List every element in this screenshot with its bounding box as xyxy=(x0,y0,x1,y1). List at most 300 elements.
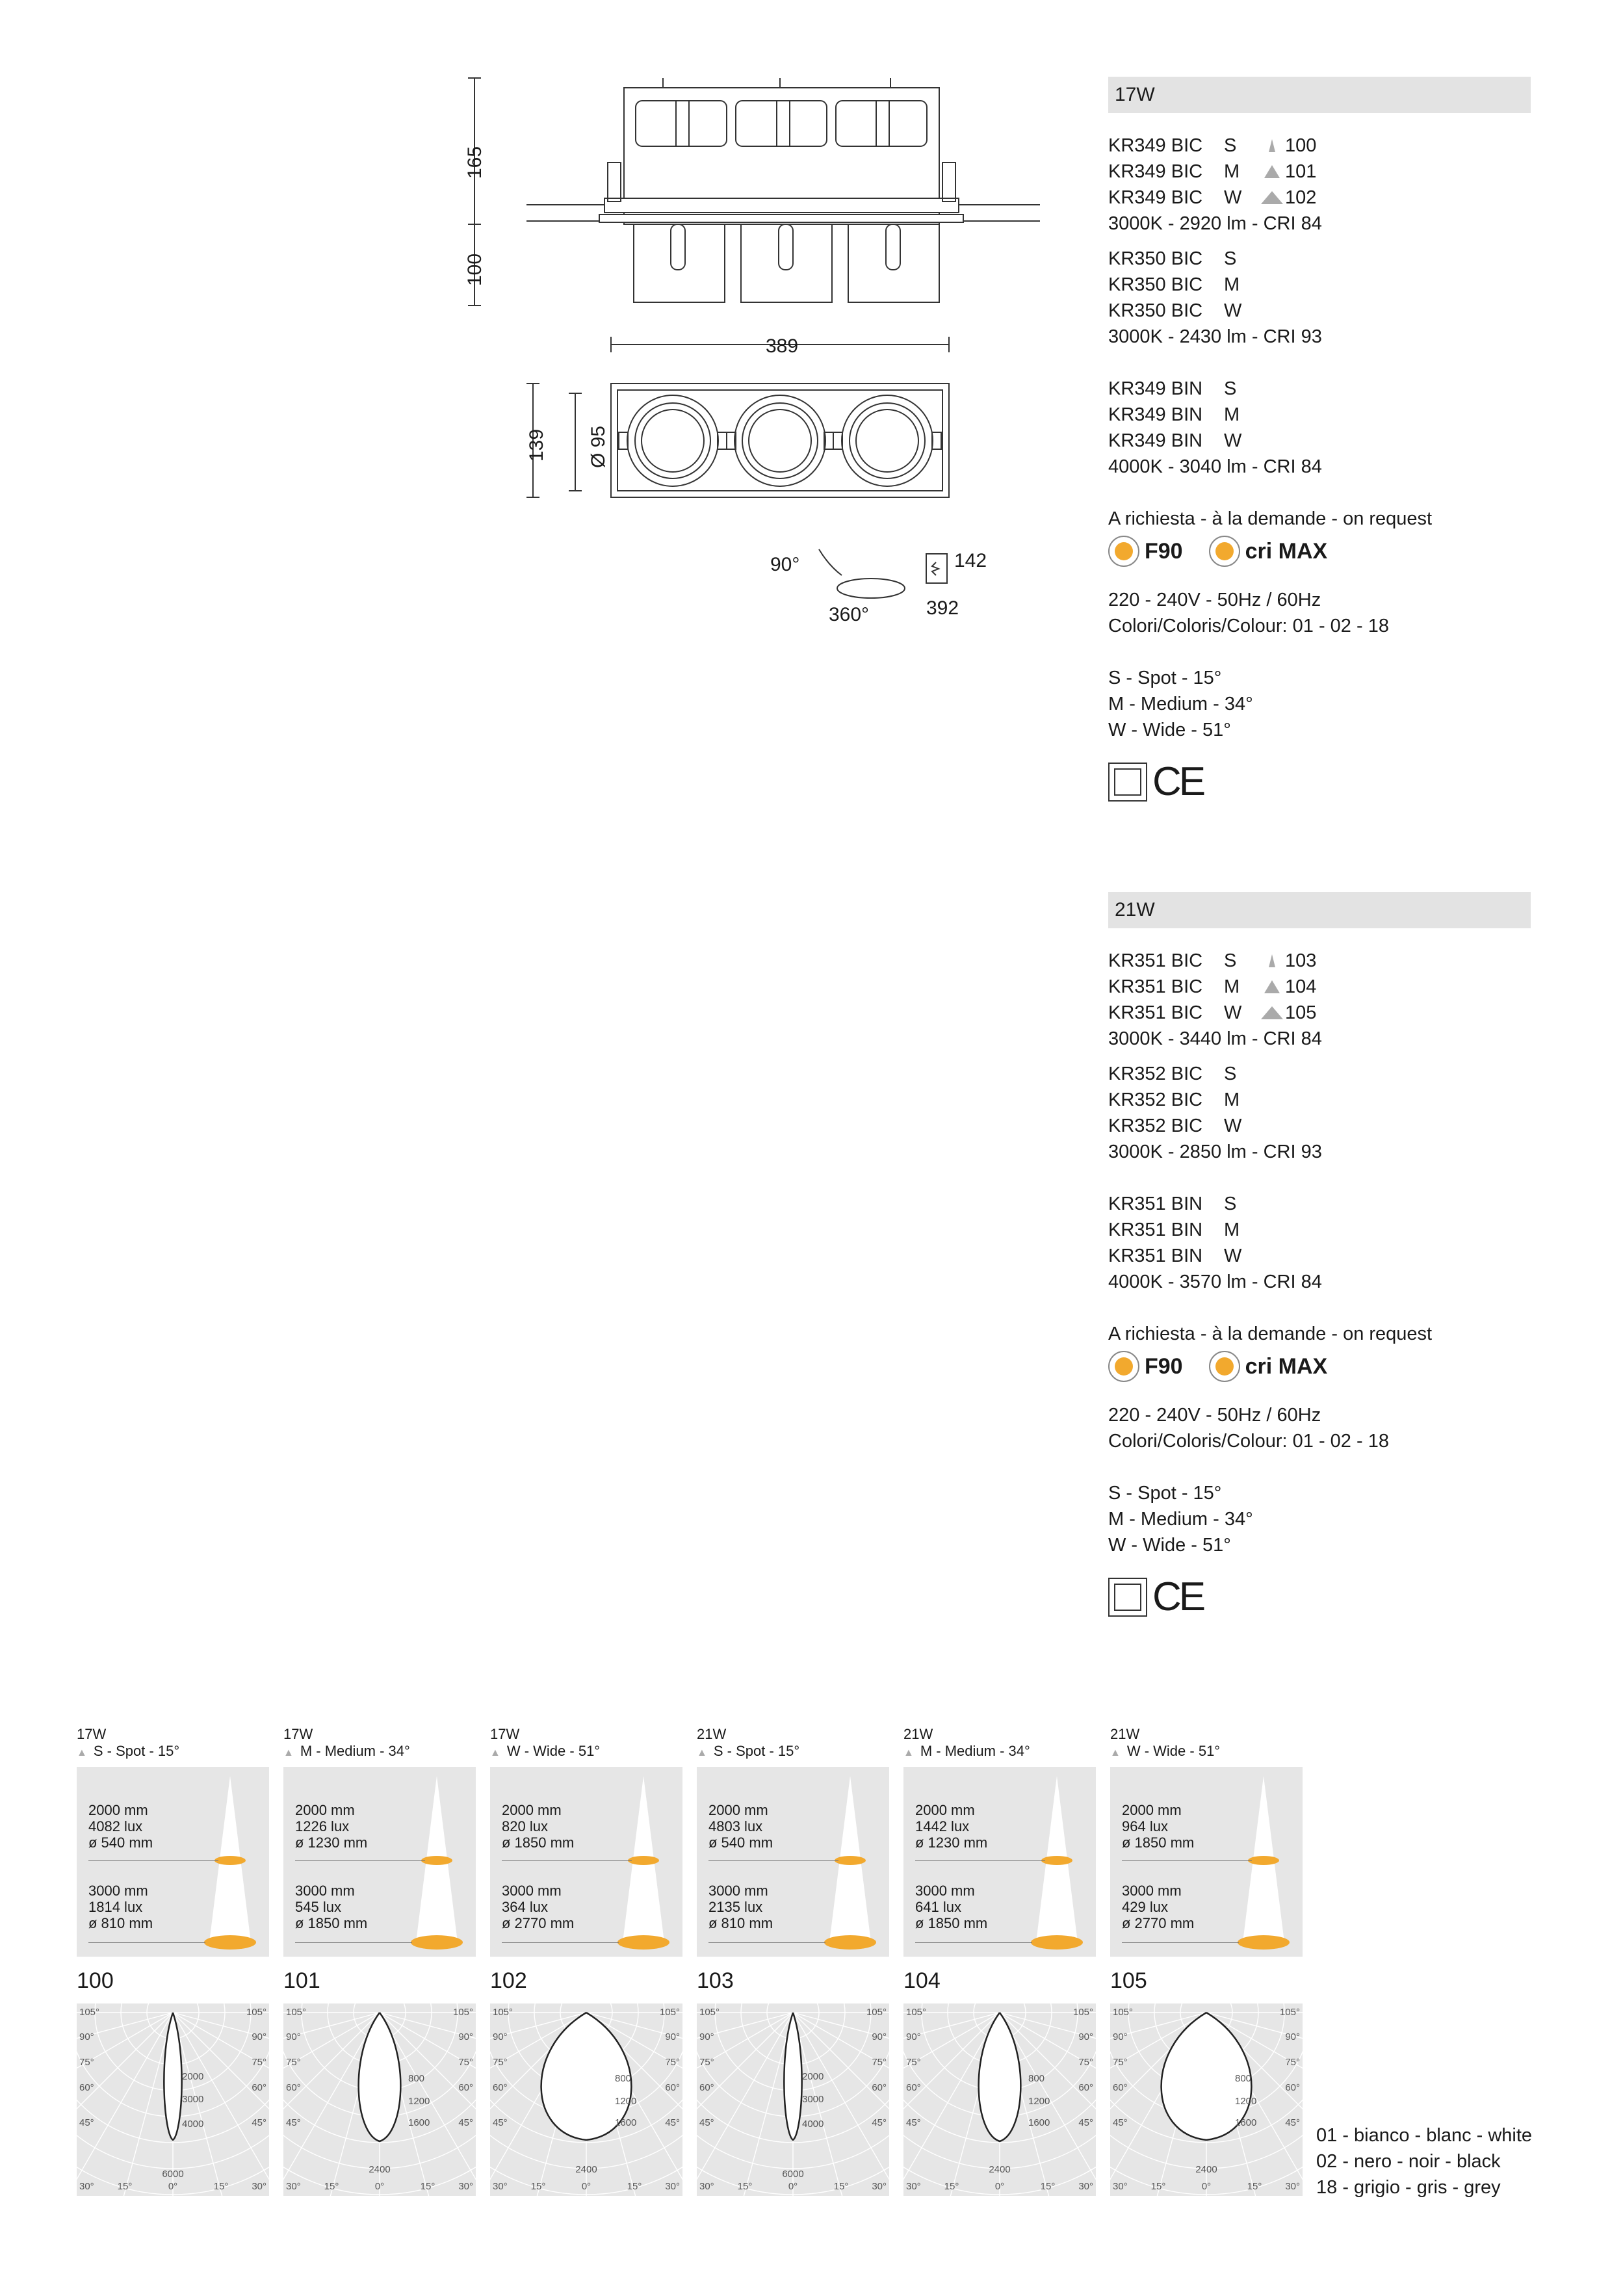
beam-value: 1814 lux xyxy=(88,1899,143,1915)
polar-angle-label: 15° xyxy=(324,2181,339,2192)
f90-badge: F90 xyxy=(1108,536,1183,567)
beam-value: 3000 mm xyxy=(915,1883,975,1899)
polar-angle-label: 15° xyxy=(737,2181,753,2192)
beam-value: ø 2770 mm xyxy=(1122,1915,1195,1931)
beam-label: ▲ W - Wide - 51° xyxy=(1110,1743,1221,1759)
polar-angle-label: 45° xyxy=(1078,2117,1093,2128)
polar-angle-label: 90° xyxy=(906,2031,921,2042)
beam-triangle-icon: ▲ xyxy=(903,1747,914,1758)
polar-scale-label: 6000 xyxy=(162,2169,184,2180)
polar-angle-label: 105° xyxy=(699,2007,720,2018)
beam-value: 1442 lux xyxy=(915,1818,970,1834)
polar-angle-label: 15° xyxy=(213,2181,229,2192)
beam-rule xyxy=(88,1860,218,1861)
polar-angle-label: 60° xyxy=(493,2082,508,2093)
cri-max-badge: cri MAX xyxy=(1209,536,1328,567)
beam-power: 17W xyxy=(283,1726,313,1742)
beam-power: 17W xyxy=(490,1726,520,1742)
beam-rule xyxy=(295,1860,425,1861)
polar-angle-label: 90° xyxy=(79,2031,94,2042)
photometry-ref: 104 xyxy=(1285,976,1317,997)
photometry-ref: 102 xyxy=(1285,187,1317,208)
beam-heading xyxy=(283,1726,410,1762)
tilt-angle: 90° xyxy=(770,554,800,575)
voltage-text: 220 - 240V - 50Hz / 60Hz xyxy=(1108,1405,1321,1426)
product-code: KR351 BIN xyxy=(1108,1220,1203,1240)
beam-value: 3000 mm xyxy=(88,1883,148,1899)
polar-angle-label: 30° xyxy=(1113,2181,1128,2192)
beam-value: ø 810 mm xyxy=(88,1915,153,1931)
product-code: KR350 BIC xyxy=(1108,274,1203,295)
polar-angle-label: 15° xyxy=(530,2181,546,2192)
beam-power: 21W xyxy=(903,1726,933,1742)
product-code: KR349 BIN xyxy=(1108,378,1203,399)
polar-angle-label: 15° xyxy=(1150,2181,1166,2192)
beam-label: ▲ M - Medium - 34° xyxy=(903,1743,1030,1759)
polar-scale-label: 6000 xyxy=(782,2169,804,2180)
polar-angle-label: 30° xyxy=(252,2181,266,2192)
polar-angle-label: 90° xyxy=(1113,2031,1128,2042)
rotation-angle: 360° xyxy=(829,604,870,625)
beam-letter: M xyxy=(1224,976,1240,997)
f90-badge: F90 xyxy=(1108,1351,1183,1382)
beam-letter: W xyxy=(1224,430,1242,451)
polar-angle-label: 75° xyxy=(286,2057,301,2068)
beam-letter: W xyxy=(1224,1246,1242,1266)
polar-scale-label: 2400 xyxy=(575,2164,597,2175)
polar-angle-label: 15° xyxy=(420,2181,435,2192)
beam-triangle-icon xyxy=(1259,190,1285,205)
spec-row xyxy=(1108,133,1531,159)
beam-value: 2135 lux xyxy=(708,1899,763,1915)
class2-icon xyxy=(1108,763,1147,802)
beam-panel xyxy=(77,1767,269,1957)
polar-angle-label: 30° xyxy=(286,2181,301,2192)
polar-angle-label: 105° xyxy=(452,2007,473,2018)
polar-angle-label: 30° xyxy=(1285,2181,1300,2192)
colour-legend xyxy=(1316,2122,1532,2200)
colours-text: Colori/Coloris/Colour: 01 - 02 - 18 xyxy=(1108,616,1389,636)
beam-letter: W xyxy=(1224,1115,1242,1136)
beam-panel xyxy=(697,1767,889,1957)
polar-diagram xyxy=(1110,2003,1303,2196)
product-code: KR351 BIC xyxy=(1108,976,1203,997)
polar-angle-label: 15° xyxy=(1247,2181,1262,2192)
beam-m-text: M - Medium - 34° xyxy=(1108,694,1253,714)
polar-scale-label: 1600 xyxy=(1235,2117,1257,2128)
beam-rule xyxy=(502,1860,632,1861)
beam-m-text: M - Medium - 34° xyxy=(1108,1509,1253,1530)
polar-grid xyxy=(697,2003,889,2196)
product-code: KR350 BIC xyxy=(1108,300,1203,321)
beam-letter: S xyxy=(1224,248,1237,269)
beam-heading xyxy=(77,1726,179,1762)
beam-value: 4803 lux xyxy=(708,1818,763,1834)
spec-header: 21W xyxy=(1108,892,1531,928)
beam-value: 1226 lux xyxy=(295,1818,350,1834)
polar-lobe xyxy=(164,2013,181,2140)
beam-letter: M xyxy=(1224,274,1240,295)
beam-value: 3000 mm xyxy=(502,1883,562,1899)
polar-angle-label: 75° xyxy=(1285,2057,1300,2068)
polar-scale-label: 2000 xyxy=(802,2071,824,2082)
beam-letter: S xyxy=(1224,135,1237,156)
spec-summary: 3000K - 2850 lm - CRI 93 xyxy=(1108,1141,1322,1162)
polar-grid xyxy=(283,2003,476,2196)
spec-row xyxy=(1108,272,1531,298)
photometry-code: 105 xyxy=(1110,1968,1147,1993)
beam-value: ø 1850 mm xyxy=(915,1915,988,1931)
spec-row xyxy=(1108,428,1531,454)
beam-heading xyxy=(1110,1726,1220,1762)
spot-ellipse-far xyxy=(824,1935,876,1950)
beam-triangle-icon xyxy=(1259,164,1285,179)
beam-label: ▲ S - Spot - 15° xyxy=(697,1743,800,1759)
beam-value: 820 lux xyxy=(502,1818,548,1834)
spot-ellipse-near xyxy=(835,1856,866,1865)
polar-angle-label: 105° xyxy=(246,2007,266,2018)
polar-angle-label: 75° xyxy=(252,2057,266,2068)
beam-value: 2000 mm xyxy=(915,1802,975,1818)
beam-letter: M xyxy=(1224,404,1240,425)
beam-letter: S xyxy=(1224,950,1237,971)
beam-letter: S xyxy=(1224,1194,1237,1214)
beam-rule xyxy=(88,1942,205,1943)
polar-angle-label: 15° xyxy=(117,2181,133,2192)
polar-angle-label: 60° xyxy=(1285,2082,1300,2093)
beam-letter: W xyxy=(1224,300,1242,321)
spec-row xyxy=(1108,1061,1531,1087)
photometry-ref: 101 xyxy=(1285,161,1317,182)
polar-angle-label: 90° xyxy=(286,2031,301,2042)
polar-scale-label: 1200 xyxy=(1235,2096,1257,2107)
polar-scale-label: 4000 xyxy=(182,2119,204,2130)
beam-value: ø 1850 mm xyxy=(502,1834,575,1851)
photometry-ref: 105 xyxy=(1285,1002,1317,1023)
option-badges xyxy=(1108,532,1531,571)
beam-rule xyxy=(502,1942,619,1943)
beam-triangle-icon xyxy=(1259,138,1285,153)
polar-angle-label: 45° xyxy=(286,2117,301,2128)
spec-row xyxy=(1108,1191,1531,1217)
product-code: KR350 BIC xyxy=(1108,248,1203,269)
photometry-code: 101 xyxy=(283,1968,320,1993)
spec-row xyxy=(1108,974,1531,1000)
beam-triangle-icon: ▲ xyxy=(490,1747,500,1758)
spec-row xyxy=(1108,159,1531,185)
cutout-b: 392 xyxy=(926,597,959,619)
product-code: KR352 BIC xyxy=(1108,1089,1203,1110)
product-code: KR351 BIN xyxy=(1108,1246,1203,1266)
spot-ellipse-near xyxy=(1041,1856,1072,1865)
polar-scale-label: 3000 xyxy=(802,2094,824,2105)
beam-power: 17W xyxy=(77,1726,107,1742)
technical-drawing xyxy=(455,65,1040,650)
beam-value: ø 1850 mm xyxy=(295,1915,368,1931)
polar-scale-label: 800 xyxy=(615,2073,632,2084)
polar-angle-label: 15° xyxy=(944,2181,959,2192)
product-code: KR349 BIC xyxy=(1108,187,1203,208)
polar-angle-label: 45° xyxy=(906,2117,921,2128)
product-code: KR349 BIC xyxy=(1108,135,1203,156)
cert-marks xyxy=(1108,1574,1531,1619)
photometry-code: 102 xyxy=(490,1968,527,1993)
polar-grid xyxy=(77,2003,269,2196)
beam-triangle-icon: ▲ xyxy=(77,1747,87,1758)
polar-angle-label: 30° xyxy=(1078,2181,1093,2192)
beam-value: 429 lux xyxy=(1122,1899,1168,1915)
polar-angle-label: 90° xyxy=(1078,2031,1093,2042)
polar-angle-label: 0° xyxy=(994,2181,1005,2192)
photometry-code: 100 xyxy=(77,1968,114,1993)
spot-ellipse-far xyxy=(204,1935,256,1950)
beam-rule xyxy=(1122,1942,1239,1943)
polar-angle-label: 60° xyxy=(872,2082,887,2093)
polar-scale-label: 1200 xyxy=(615,2096,637,2107)
beam-panel xyxy=(903,1767,1096,1957)
polar-angle-label: 30° xyxy=(493,2181,508,2192)
polar-angle-label: 105° xyxy=(1072,2007,1093,2018)
spec-header: 17W xyxy=(1108,77,1531,113)
polar-angle-label: 0° xyxy=(1201,2181,1212,2192)
polar-angle-label: 30° xyxy=(906,2181,921,2192)
polar-scale-label: 800 xyxy=(408,2073,425,2084)
cri-max-badge: cri MAX xyxy=(1209,1351,1328,1382)
polar-angle-label: 60° xyxy=(79,2082,94,2093)
spec-row xyxy=(1108,402,1531,428)
polar-angle-label: 45° xyxy=(665,2117,680,2128)
beam-label: ▲ W - Wide - 51° xyxy=(490,1743,601,1759)
beam-value: 3000 mm xyxy=(1122,1883,1182,1899)
spec-block-21w xyxy=(1108,892,1531,1617)
dim-height-top: 165 xyxy=(464,146,486,179)
beam-label: ▲ S - Spot - 15° xyxy=(77,1743,180,1759)
polar-lobe xyxy=(359,2013,401,2141)
polar-angle-label: 75° xyxy=(665,2057,680,2068)
polar-scale-label: 1600 xyxy=(1028,2117,1050,2128)
polar-angle-label: 60° xyxy=(1113,2082,1128,2093)
product-code: KR351 BIC xyxy=(1108,950,1203,971)
beam-value: 641 lux xyxy=(915,1899,961,1915)
spec-row xyxy=(1108,1113,1531,1139)
spec-row xyxy=(1108,185,1531,211)
beam-value: ø 1230 mm xyxy=(295,1834,368,1851)
spec-row xyxy=(1108,1217,1531,1243)
spec-summary: 4000K - 3570 lm - CRI 84 xyxy=(1108,1272,1322,1292)
polar-angle-label: 45° xyxy=(872,2117,887,2128)
beam-label: ▲ M - Medium - 34° xyxy=(283,1743,410,1759)
beam-letter: M xyxy=(1224,1089,1240,1110)
product-code: KR349 BIN xyxy=(1108,430,1203,451)
voltage-text: 220 - 240V - 50Hz / 60Hz xyxy=(1108,590,1321,610)
spot-ellipse-near xyxy=(1248,1856,1279,1865)
beam-value: ø 1850 mm xyxy=(1122,1834,1195,1851)
colours-text: Colori/Coloris/Colour: 01 - 02 - 18 xyxy=(1108,1431,1389,1452)
polar-angle-label: 45° xyxy=(79,2117,94,2128)
spec-summary: 3000K - 2430 lm - CRI 93 xyxy=(1108,326,1322,347)
polar-scale-label: 3000 xyxy=(182,2094,204,2105)
beam-panel xyxy=(283,1767,476,1957)
polar-angle-label: 105° xyxy=(906,2007,927,2018)
polar-angle-label: 90° xyxy=(1285,2031,1300,2042)
polar-diagram xyxy=(697,2003,889,2196)
polar-angle-label: 75° xyxy=(458,2057,473,2068)
beam-rule xyxy=(708,1942,825,1943)
polar-scale-label: 2400 xyxy=(989,2164,1011,2175)
spec-row xyxy=(1108,246,1531,272)
polar-angle-label: 45° xyxy=(1113,2117,1128,2128)
polar-angle-label: 75° xyxy=(1078,2057,1093,2068)
polar-angle-label: 30° xyxy=(458,2181,473,2192)
beam-letter: S xyxy=(1224,1063,1237,1084)
polar-angle-label: 60° xyxy=(699,2082,714,2093)
beam-value: 3000 mm xyxy=(708,1883,768,1899)
beam-power: 21W xyxy=(1110,1726,1140,1742)
on-request-text: A richiesta - à la demande - on request xyxy=(1108,1324,1433,1344)
beam-rule xyxy=(708,1860,838,1861)
polar-angle-label: 45° xyxy=(699,2117,714,2128)
polar-grid xyxy=(490,2003,682,2196)
polar-angle-label: 15° xyxy=(1040,2181,1056,2192)
polar-angle-label: 90° xyxy=(493,2031,508,2042)
polar-angle-label: 60° xyxy=(252,2082,266,2093)
polar-angle-label: 105° xyxy=(1113,2007,1134,2018)
polar-angle-label: 60° xyxy=(1078,2082,1093,2093)
dim-height-bottom: 100 xyxy=(464,253,486,286)
ce-mark-icon: CE xyxy=(1152,1574,1204,1619)
beam-panel xyxy=(490,1767,682,1957)
beam-rule xyxy=(915,1942,1032,1943)
polar-diagram xyxy=(77,2003,269,2196)
polar-angle-label: 60° xyxy=(458,2082,473,2093)
polar-angle-label: 60° xyxy=(665,2082,680,2093)
spot-ellipse-near xyxy=(214,1856,246,1865)
product-code: KR349 BIC xyxy=(1108,161,1203,182)
polar-lobe xyxy=(979,2013,1021,2141)
photometry-ref: 100 xyxy=(1285,135,1317,156)
beam-value: ø 1230 mm xyxy=(915,1834,988,1851)
spec-summary: 3000K - 2920 lm - CRI 84 xyxy=(1108,213,1322,234)
polar-scale-label: 2400 xyxy=(369,2164,391,2175)
spec-row xyxy=(1108,376,1531,402)
polar-angle-label: 75° xyxy=(493,2057,508,2068)
polar-grid xyxy=(903,2003,1096,2196)
spec-summary: 4000K - 3040 lm - CRI 84 xyxy=(1108,456,1322,477)
beam-letter: M xyxy=(1224,161,1240,182)
dim-depth: 139 xyxy=(526,428,547,462)
beam-value: 2000 mm xyxy=(708,1802,768,1818)
polar-angle-label: 60° xyxy=(286,2082,301,2093)
beam-rule xyxy=(295,1942,412,1943)
polar-angle-label: 75° xyxy=(699,2057,714,2068)
polar-lobe xyxy=(784,2013,801,2140)
colour-white: 01 - bianco - blanc - white xyxy=(1316,2125,1533,2146)
beam-triangle-icon xyxy=(1259,1005,1285,1021)
cutout-a: 142 xyxy=(954,550,987,571)
ce-mark-icon: CE xyxy=(1152,759,1204,804)
polar-scale-label: 800 xyxy=(1028,2073,1045,2084)
beam-letter: W xyxy=(1224,1002,1242,1023)
photometry-code: 104 xyxy=(903,1968,941,1993)
photometry-ref: 103 xyxy=(1285,950,1317,971)
spec-row xyxy=(1108,1000,1531,1026)
polar-angle-label: 30° xyxy=(699,2181,714,2192)
spot-ellipse-far xyxy=(411,1935,463,1950)
spec-summary: 3000K - 3440 lm - CRI 84 xyxy=(1108,1028,1322,1049)
polar-angle-label: 90° xyxy=(458,2031,473,2042)
beam-value: 964 lux xyxy=(1122,1818,1168,1834)
polar-angle-label: 45° xyxy=(252,2117,266,2128)
spot-ellipse-far xyxy=(617,1935,669,1950)
beam-rule xyxy=(1122,1860,1252,1861)
polar-angle-label: 90° xyxy=(252,2031,266,2042)
colour-black: 02 - nero - noir - black xyxy=(1316,2151,1501,2172)
polar-angle-label: 105° xyxy=(1279,2007,1300,2018)
spec-row xyxy=(1108,948,1531,974)
polar-grid xyxy=(1110,2003,1303,2196)
beam-value: 2000 mm xyxy=(1122,1802,1182,1818)
polar-scale-label: 2400 xyxy=(1195,2164,1217,2175)
polar-angle-label: 90° xyxy=(665,2031,680,2042)
polar-angle-label: 30° xyxy=(872,2181,887,2192)
polar-angle-label: 30° xyxy=(665,2181,680,2192)
beam-triangle-icon: ▲ xyxy=(283,1747,294,1758)
polar-angle-label: 105° xyxy=(79,2007,100,2018)
class2-icon xyxy=(1108,1578,1147,1617)
beam-value: 4082 lux xyxy=(88,1818,143,1834)
beam-value: ø 540 mm xyxy=(88,1834,153,1851)
beam-heading xyxy=(903,1726,1030,1762)
dim-diameter: Ø 95 xyxy=(588,425,609,468)
polar-angle-label: 105° xyxy=(866,2007,887,2018)
photometry-code: 103 xyxy=(697,1968,734,1993)
spec-block-17w xyxy=(1108,77,1531,802)
polar-scale-label: 2000 xyxy=(182,2071,204,2082)
polar-angle-label: 60° xyxy=(906,2082,921,2093)
beam-heading xyxy=(697,1726,799,1762)
polar-angle-label: 105° xyxy=(493,2007,513,2018)
on-request-text: A richiesta - à la demande - on request xyxy=(1108,508,1433,529)
polar-angle-label: 45° xyxy=(1285,2117,1300,2128)
polar-angle-label: 105° xyxy=(286,2007,307,2018)
polar-angle-label: 105° xyxy=(659,2007,680,2018)
beam-value: 364 lux xyxy=(502,1899,548,1915)
spec-row xyxy=(1108,1243,1531,1269)
polar-angle-label: 75° xyxy=(906,2057,921,2068)
spec-row xyxy=(1108,298,1531,324)
polar-angle-label: 0° xyxy=(581,2181,591,2192)
polar-angle-label: 75° xyxy=(1113,2057,1128,2068)
polar-scale-label: 1200 xyxy=(408,2096,430,2107)
dim-width: 389 xyxy=(766,335,799,357)
beam-value: ø 2770 mm xyxy=(502,1915,575,1931)
beam-value: 545 lux xyxy=(295,1899,341,1915)
beam-letter: M xyxy=(1224,1220,1240,1240)
spot-ellipse-far xyxy=(1238,1935,1290,1950)
polar-diagram xyxy=(903,2003,1096,2196)
product-code: KR351 BIN xyxy=(1108,1194,1203,1214)
polar-angle-label: 0° xyxy=(168,2181,178,2192)
polar-angle-label: 90° xyxy=(699,2031,714,2042)
polar-scale-label: 800 xyxy=(1235,2073,1252,2084)
beam-power: 21W xyxy=(697,1726,727,1742)
colour-grey: 18 - grigio - gris - grey xyxy=(1316,2177,1501,2198)
beam-value: ø 810 mm xyxy=(708,1915,773,1931)
product-code: KR352 BIC xyxy=(1108,1063,1203,1084)
product-code: KR352 BIC xyxy=(1108,1115,1203,1136)
spot-ellipse-near xyxy=(421,1856,452,1865)
spot-ellipse-far xyxy=(1031,1935,1083,1950)
